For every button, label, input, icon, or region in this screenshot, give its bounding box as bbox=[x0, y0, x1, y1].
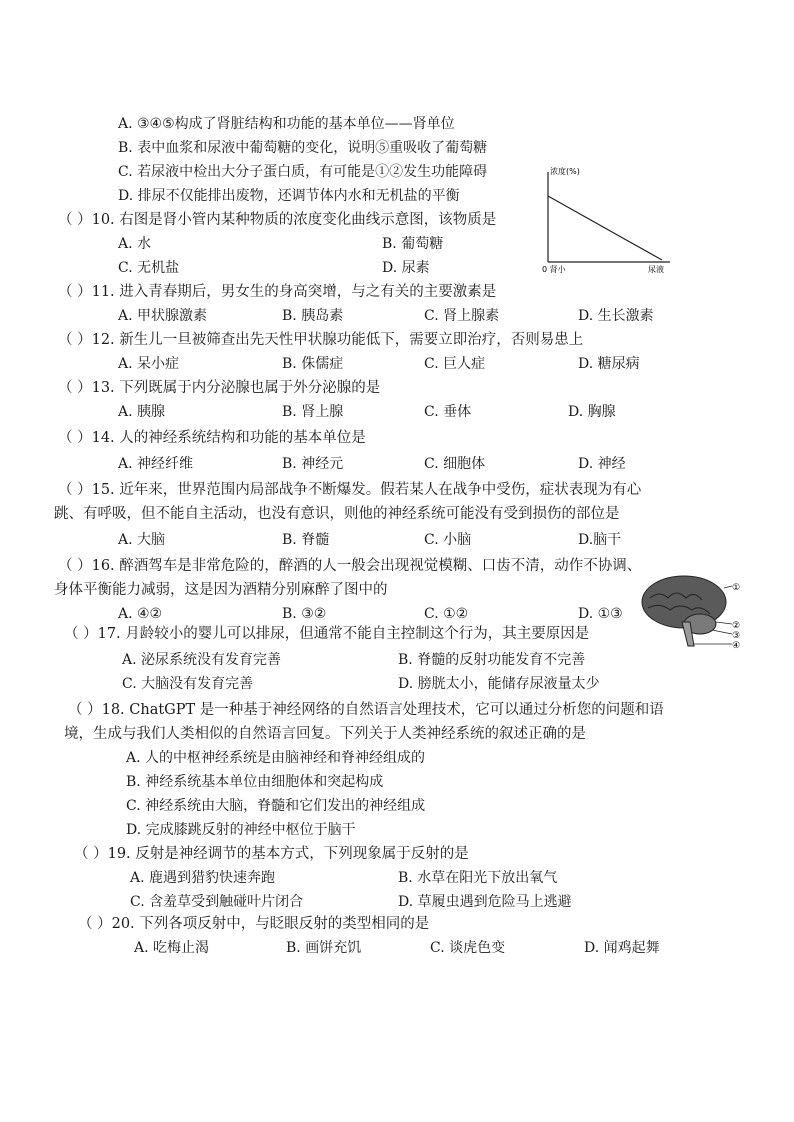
q20-option-d: D. 闻鸡起舞 bbox=[584, 940, 660, 956]
q19-option-b: B. 水草在阳光下放出氧气 bbox=[398, 870, 558, 886]
q16-option-d: D. ①③ bbox=[578, 606, 623, 622]
q18-stem-row bbox=[68, 700, 664, 720]
q15-option-c: C. 小脑 bbox=[424, 532, 472, 548]
q14-option-d: D. 神经 bbox=[578, 456, 626, 472]
q9-option-b: B. 表中血浆和尿液中葡萄糖的变化，说明⑤重吸收了葡萄糖 bbox=[118, 140, 488, 156]
q11-stem: 11. 进入青春期后，男女生的身高突增，与之有关的主要激素是 bbox=[91, 284, 497, 300]
q12-stem: 12. 新生儿一旦被筛查出先天性甲状腺功能低下，需要立即治疗，否则易患上 bbox=[91, 332, 584, 348]
q18-option-d: D. 完成膝跳反射的神经中枢位于脑干 bbox=[126, 822, 356, 838]
q19-option-a: A. 鹿遇到猎豹快速奔跑 bbox=[130, 870, 276, 886]
brain-label-4: ④ bbox=[732, 641, 741, 651]
answer-blank[interactable]: （ ） bbox=[58, 380, 92, 396]
q14-option-a: A. 神经纤维 bbox=[118, 456, 194, 472]
q9-option-a: A. ③④⑤构成了肾脏结构和功能的基本单位——肾单位 bbox=[118, 116, 455, 132]
q18-stem-1: 18. ChatGPT 是一种基于神经网络的自然语言处理技术，它可以通过分析您的问题和语 bbox=[101, 702, 664, 718]
q17-option-d: D. 膀胱太小，能储存尿液量太少 bbox=[398, 676, 600, 692]
q18-option-c: C. 神经系统由大脑，脊髓和它们发出的神经组成 bbox=[126, 798, 426, 814]
q15-option-b: B. 脊髓 bbox=[282, 532, 330, 548]
q16-stem-1: 16. 醉酒驾车是非常危险的，醉酒的人一般会出现视觉模糊、口齿不清，动作不协调、 bbox=[91, 558, 642, 574]
q20-option-a: A. 吃梅止渴 bbox=[134, 940, 210, 956]
q12-option-c: C. 巨人症 bbox=[424, 356, 486, 372]
q20-stem-row bbox=[78, 914, 429, 934]
q18-option-a: A. 人的中枢神经系统是由脑神经和脊神经组成的 bbox=[126, 750, 426, 766]
q12-stem-row bbox=[58, 330, 583, 350]
q16-option-a: A. ④② bbox=[118, 606, 163, 622]
q18-option-b: B. 神经系统基本单位由细胞体和突起构成 bbox=[126, 774, 384, 790]
q14-option-c: C. 细胞体 bbox=[424, 456, 486, 472]
chart-ylabel: 浓度(%) bbox=[550, 167, 580, 176]
q12-option-a: A. 呆小症 bbox=[118, 356, 180, 372]
q15-option-a: A. 大脑 bbox=[118, 532, 166, 548]
q15-stem-row bbox=[58, 480, 641, 500]
q13-option-c: C. 垂体 bbox=[424, 404, 472, 420]
answer-blank[interactable]: （ ） bbox=[58, 284, 92, 300]
q20-option-c: C. 谈虎色变 bbox=[430, 940, 506, 956]
q13-option-a: A. 胰腺 bbox=[118, 404, 166, 420]
q15-option-d: D.脑干 bbox=[578, 532, 622, 548]
answer-blank[interactable]: （ ） bbox=[58, 558, 92, 574]
q9-option-c: C. 若尿液中检出大分子蛋白质，有可能是①②发生功能障碍 bbox=[118, 164, 488, 180]
q10-stem-row bbox=[58, 210, 496, 230]
answer-blank[interactable]: （ ） bbox=[58, 482, 92, 498]
q16-stem-row bbox=[58, 556, 641, 576]
q17-option-a: A. 泌尿系统没有发育完善 bbox=[122, 652, 282, 668]
answer-blank[interactable]: （ ） bbox=[58, 430, 92, 446]
q12-option-d: D. 糖尿病 bbox=[578, 356, 640, 372]
q9-option-d: D. 排尿不仅能排出废物，还调节体内水和无机盐的平衡 bbox=[118, 188, 460, 204]
q11-option-a: A. 甲状腺激素 bbox=[118, 308, 208, 324]
q17-stem: 17. 月龄较小的婴儿可以排尿，但通常不能自主控制这个行为，其主要原因是 bbox=[97, 626, 590, 642]
q13-option-b: B. 肾上腺 bbox=[282, 404, 344, 420]
answer-blank[interactable]: （ ） bbox=[68, 702, 102, 718]
brain-label-2: ② bbox=[732, 621, 741, 631]
q15-stem-1: 15. 近年来，世界范围内局部战争不断爆发。假若某人在战争中受伤，症状表现为有心 bbox=[91, 482, 642, 498]
q15-stem-2: 跳、有呼吸，但不能自主活动，也没有意识，则他的神经系统可能没有受到损伤的部位是 bbox=[54, 506, 620, 522]
answer-blank[interactable]: （ ） bbox=[74, 846, 108, 862]
q11-option-c: C. 肾上腺素 bbox=[424, 308, 500, 324]
q17-option-c: C. 大脑没有发育完善 bbox=[122, 676, 254, 692]
brain-label-1: ① bbox=[732, 583, 741, 593]
answer-blank[interactable]: （ ） bbox=[58, 332, 92, 348]
q16-option-c: C. ①② bbox=[424, 606, 469, 622]
brain-diagram bbox=[636, 572, 746, 656]
q20-stem: 20. 下列各项反射中，与眨眼反射的类型相同的是 bbox=[111, 916, 430, 932]
q19-option-c: C. 含羞草受到触碰叶片闭合 bbox=[130, 894, 304, 910]
q17-stem-row bbox=[64, 624, 589, 644]
q14-stem-row bbox=[58, 428, 366, 448]
q14-option-b: B. 神经元 bbox=[282, 456, 344, 472]
q11-option-b: B. 胰岛素 bbox=[282, 308, 344, 324]
q10-stem: 10. 右图是肾小管内某种物质的浓度变化曲线示意图，该物质是 bbox=[91, 212, 497, 228]
q10-option-d: D. 尿素 bbox=[382, 260, 430, 276]
q10-option-b: B. 葡萄糖 bbox=[382, 236, 444, 252]
concentration-curve-chart bbox=[538, 164, 678, 280]
chart-x-end: 尿液 bbox=[648, 265, 664, 274]
chart-x-start: 0 肾小 bbox=[542, 265, 566, 274]
q10-option-a: A. 水 bbox=[118, 236, 152, 252]
brain-label-3: ③ bbox=[732, 631, 741, 641]
q14-stem: 14. 人的神经系统结构和功能的基本单位是 bbox=[91, 430, 366, 446]
q20-option-b: B. 画饼充饥 bbox=[286, 940, 362, 956]
q18-stem-2: 境，生成与我们人类相似的自然语言回复。下列关于人类神经系统的叙述正确的是 bbox=[64, 726, 586, 742]
q13-option-d: D. 胸腺 bbox=[568, 404, 616, 420]
q19-stem: 19. 反射是神经调节的基本方式，下列现象属于反射的是 bbox=[107, 846, 469, 862]
q11-stem-row bbox=[58, 282, 496, 302]
answer-blank[interactable]: （ ） bbox=[64, 626, 98, 642]
q11-option-d: D. 生长激素 bbox=[578, 308, 654, 324]
q17-option-b: B. 脊髓的反射功能发育不完善 bbox=[398, 652, 586, 668]
q16-option-b: B. ③② bbox=[282, 606, 327, 622]
q16-stem-2: 身体平衡能力减弱，这是因为酒精分别麻醉了图中的 bbox=[54, 582, 388, 598]
answer-blank[interactable]: （ ） bbox=[58, 212, 92, 228]
q12-option-b: B. 侏儒症 bbox=[282, 356, 344, 372]
q19-stem-row bbox=[74, 844, 469, 864]
q10-option-c: C. 无机盐 bbox=[118, 260, 180, 276]
concentration-line bbox=[548, 196, 662, 260]
answer-blank[interactable]: （ ） bbox=[78, 916, 112, 932]
q19-option-d: D. 草履虫遇到危险马上逃避 bbox=[398, 894, 572, 910]
q13-stem: 13. 下列既属于内分泌腺也属于外分泌腺的是 bbox=[91, 380, 381, 396]
q13-stem-row bbox=[58, 378, 380, 398]
